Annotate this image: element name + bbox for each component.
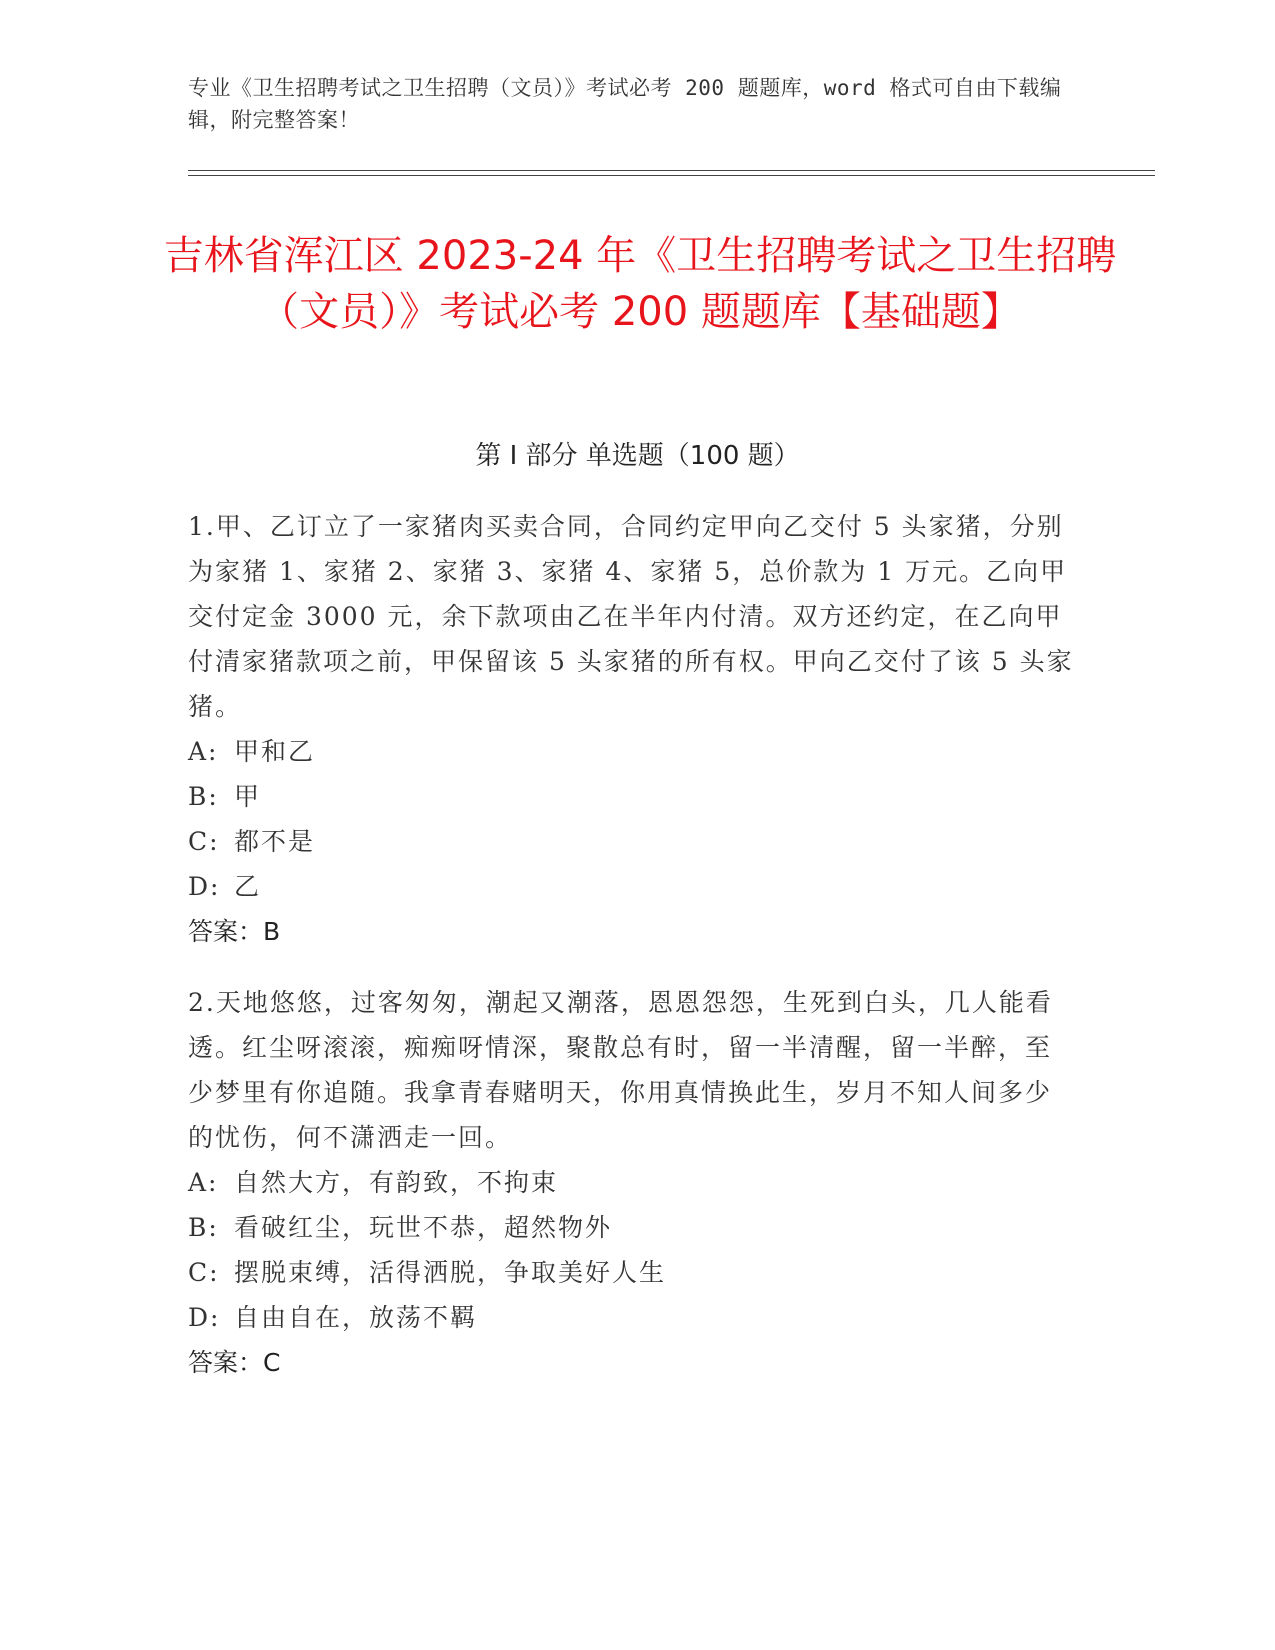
option-c	[188, 819, 1078, 864]
option-a	[188, 729, 1078, 774]
answer-line: 答案：B	[188, 917, 281, 946]
option-b	[188, 774, 1078, 819]
option-text: 都不是	[234, 827, 316, 856]
option-text: 甲和乙	[234, 737, 316, 766]
option-text: 看破红尘，玩世不恭，超然物外	[234, 1213, 613, 1242]
header-divider-line	[188, 170, 1155, 171]
document-title: 吉林省浑江区 2023-24 年《卫生招聘考试之卫生招聘（文员）》考试必考 200 题题库【基础题】	[163, 233, 1117, 335]
question-1	[188, 504, 1078, 954]
option-key: B:	[188, 782, 219, 811]
option-key: A:	[188, 1168, 219, 1197]
question-2	[188, 980, 1078, 1385]
option-text: 乙	[234, 872, 262, 901]
option-text: 甲	[234, 782, 262, 811]
option-b	[188, 1205, 1078, 1250]
option-key: A:	[188, 737, 219, 766]
option-key: D:	[188, 872, 221, 901]
option-c	[188, 1250, 1078, 1295]
question-stem: 2.天地悠悠，过客匆匆，潮起又潮落，恩恩怨怨，生死到白头，几人能看透。红尘呀滚滚，痴痴呀情深，聚散总有时，留一半清醒，留一半醉，至少梦里有你追随。我拿青春赌明天，你用真情换此生，岁月不知人间多少的忧伤，何不潇洒走一回。	[188, 988, 1053, 1152]
header-note: 专业《卫生招聘考试之卫生招聘（文员）》考试必考 200 题题库，word 格式可自由下载编辑，附完整答案！	[188, 76, 1062, 132]
option-d	[188, 1295, 1078, 1340]
question-stem: 1.甲、乙订立了一家猪肉买卖合同，合同约定甲向乙交付 5 头家猪，分别为家猪 1、家猪 2、家猪 3、家猪 4、家猪 5，总价款为 1 万元。乙向甲交付定金 3000 元，余下款项由乙在半年内付清。双方还约定，在乙向甲付清家猪款项之前，甲保留该 5 头家猪的所有权。甲向乙交付了该 5 头家猪。	[188, 512, 1074, 721]
option-text: 自然大方，有韵致，不拘束	[234, 1168, 559, 1197]
section-title: 第 I 部分 单选题（100 题）	[475, 441, 800, 471]
option-key: C:	[188, 827, 220, 856]
option-a	[188, 1160, 1078, 1205]
option-text: 摆脱束缚，活得洒脱，争取美好人生	[234, 1258, 667, 1287]
option-text: 自由自在，放荡不羁	[234, 1303, 478, 1332]
option-d	[188, 864, 1078, 909]
option-key: B:	[188, 1213, 219, 1242]
option-key: C:	[188, 1258, 220, 1287]
option-key: D:	[188, 1303, 221, 1332]
header-divider-line	[188, 175, 1155, 176]
answer-line: 答案：C	[188, 1348, 281, 1377]
